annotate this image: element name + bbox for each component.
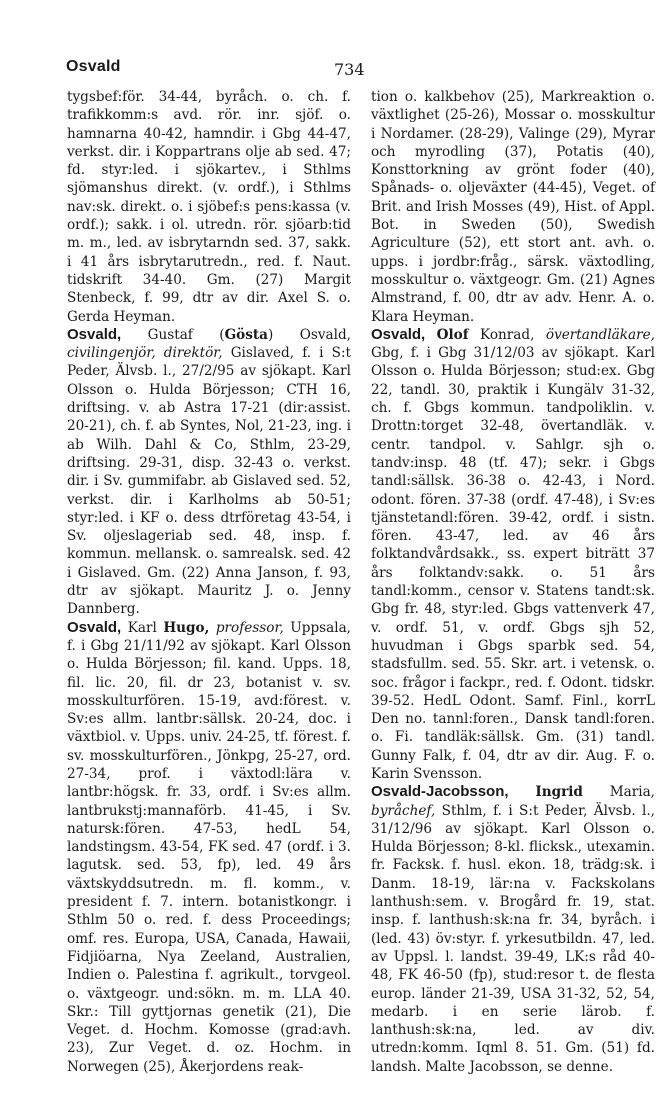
continuation-paragraph: tygsbef:för. 34-44, byråch. o. ch. f. trafikkomm:s avd. rör. inr. sjöf. o. hamnarna 40-42, hamndir. i Gbg 44-47, verkst. dir. i Koppartrans olje ab sed. 47; fd. styr:led. i sjökartev., i Sthlms sjömanshus direkt. (v. ordf.), i Sthlms nav:sk. direkt. o. i sjöbef:s pens:kassa (v. ordf.); sakk. i ol. utredn. rör. sjöarb:tid m. m., led. av isbrytarndn sed. 37, sakk. i 41 års isbrytarutredn., red. f. Naut. tidskrift 34-40. Gm. (27) Margit Stenbeck, f. 99, dtr av dir. Axel S. o. Gerda Heyman. <box>67 89 351 325</box>
biography-entry <box>67 619 351 1076</box>
biography-entry <box>371 783 655 1076</box>
entry-title: övertandläkare, <box>545 326 655 343</box>
entry-given-name: Hugo, <box>163 619 210 636</box>
running-head-word: Osvald <box>66 58 121 75</box>
entry-surname: Osvald, <box>371 325 426 343</box>
continuation-paragraph: tion o. kalkbehov (25), Markreaktion o. växtlighet (25-26), Mossar o. mosskultur i Nordamer. (28-29), Valinge (29), Myrar och myrodling (37), Potatis (40), Konsttorkning av grönt foder (40), Spånads- o. oljeväxter (44-45), Veget. of Brit. and Irish Mosses (49), Hist. of Appl. Bot. in Sweden (50), Swedish Agriculture (52), ett stort ant. avh. o. upps. i jordbr:fråg., särsk. växtodling, mosskultur o. växtgeogr. Gm. (21) Agnes Almstrand, f. 00, dtr av adv. Henr. A. o. Klara Heyman. <box>371 89 655 325</box>
entry-forenames-post: Maria, <box>582 784 655 801</box>
entry-title: civilingenjör, direktör, <box>67 345 223 362</box>
biography-entry <box>371 326 655 783</box>
entry-surname: Osvald, <box>67 618 122 636</box>
entry-forenames-post: Konrad, <box>468 326 535 343</box>
right-column <box>371 88 655 1076</box>
entry-title: byråchef, <box>371 802 436 819</box>
left-column <box>67 88 351 1076</box>
entry-surname: Osvald-Jacobsson, <box>371 783 509 801</box>
entry-given-name: Olof <box>436 326 469 343</box>
entry-forenames-pre: Karl <box>127 619 164 636</box>
entry-forenames-post: ) Osvald, <box>267 326 351 343</box>
entry-surname: Osvald, <box>67 325 122 343</box>
page-number: 734 <box>334 60 365 79</box>
entry-given-name: Gösta <box>224 326 268 343</box>
entry-given-name: Ingrid <box>535 784 583 801</box>
entry-text: Gislaved, f. i S:t Peder, Älvsb. l., 27/2/95 av sjökapt. Karl Olsson o. Hulda Börjesson; CTH 16, driftsing. v. ab Astra 17-21 (dir:assist. 20-21), ch. f. ab Syntes, Nol, 21-23, ing. i ab Wilh. Dahl & Co, Sthlm, 23-29, driftsing. 29-31, disp. 32-43 o. verkst. dir. i Sv. gummifabr. ab Gislaved sed. 52, verkst. dir. i Karlholms ab 50-51; styr:led. i KF o. dess dtrföretag 43-54, i Sv. oljeslageriab sed. 48, insp. f. kommun. mellansk. o. samrealsk. sed. 42 i Gislaved. Gm. (22) Anna Janson, f. 93, dtr av sjökapt. Mauritz J. o. Jenny Dannberg. <box>67 345 351 618</box>
entry-text: Gbg, f. i Gbg 31/12/03 av sjökapt. Karl Olsson o. Hulda Börjesson; stud:ex. Gbg 22, tandl. 30, praktik i Kungälv 31-32, ch. f. Gbgs kommun. tandpoliklin. v. Drottn:torget 32-48, övertandläk. v. centr. tandpol. v. Sahlgr. sjh o. tandv:insp. 48 (tf. 47); sekr. i Gbgs tandl:sällsk. 36-38 o. 42-43, i Nord. odont. fören. 37-38 (ordf. 47-48), i Sv:es tjänstetandl:fören. 39-42, ordf. i sistn. fören. 43-47, led. av 46 års folktandvårdsakk., ss. expert biträtt 37 års folktandv:sakk. o. 51 års tandl:komm., censor v. Statens tandt:sk. Gbg fr. 48, styr:led. Gbgs vattenverk 47, v. ordf. 51, v. ordf. Gbgs sjh 52, huvudman i Gbgs sparbk sed. 54, stadsfullm. sed. 55. Skr. art. i vetensk. o. soc. frågor i fackpr., red. f. Odont. tidskr. 39-52. HedL Odont. Samf. Finl., korrL Den no. tannl:foren., Dansk tandl:foren. o. Fi. tandläk:sällsk. Gm. (31) tandl. Gunny Falk, f. 04, dtr av dir. Aug. F. o. Karin Svensson. <box>371 345 655 782</box>
biography-entry <box>67 326 351 619</box>
entry-forenames-pre: Gustaf ( <box>147 326 225 343</box>
entry-text: Uppsala, f. i Gbg 21/11/92 av sjökapt. Karl Olsson o. Hulda Börjesson; fil. kand. Upps. 18, fil. lic. 20, fil. dr 23, botanist v. sv. mosskulturfören. 15-19, avd:förest. v. Sv:es allm. lantbr:sällsk. 20-24, doc. i växtbiol. v. Upps. univ. 24-25, tf. förest. f. sv. mosskulturfören., Jönkpg, 25-27, ord. 27-34, prof. i växtodl:lära v. lantbr:högsk. fr. 33, ordf. i Sv:es allm. lantbrukstj:mannaförb. 41-45, i Sv. natursk:fören. 47-53, hedL 54, landstingsm. 43-54, FK sed. 47 (ordf. i 3. lagutsk. sed. 53, fp), led. 49 års växtskyddsutredn. m. fl. komm., v. president f. 7. intern. botanistkongr. i Sthlm 50 o. red. f. dess Proceedings; omf. res. Europa, USA, Canada, Hawaii, Fidjiöarna, Nya Zeeland, Australien, Indien o. Palestina f. agrikult., torvgeol. o. växtgeogr. und:sökn. m. m. LLA 40. Skr.: Till gyttjornas genetik (21), Die Veget. d. Hochm. Komosse (grad:avh. 23), Zur Veget. d. oz. Hochm. in Norwegen (25), Åkerjordens reak- <box>67 619 351 1075</box>
entry-title: professor, <box>215 619 284 636</box>
entry-text: Sthlm, f. i S:t Peder, Älvsb. l., 31/12/96 av sjökapt. Karl Olsson o. Hulda Börjesson; 8-kl. flicksk., utexamin. fr. Facksk. f. husl. ekon. 18, trädg:sk. i Danm. 18-19, lär:na v. Fackskolans lanthush:sem. v. Brogård fr. 19, stat. insp. f. lanthush:sk:na fr. 34, byråch. i (led. 43) öv:styr. f. yrkesutbildn. 47, led. av Uppsl. l. landst. 39-49, LK:s råd 40-48, FK 46-50 (fp), stud:resor t. de flesta europ. länder 21-39, USA 31-32, 52, 54, medarb. i en serie lärob. f. lanthush:sk:na, led. av div. utredn:komm. Iqml 8. 51. Gm. (51) fd. landsh. Malte Jacobsson, se denne. <box>371 802 655 1075</box>
